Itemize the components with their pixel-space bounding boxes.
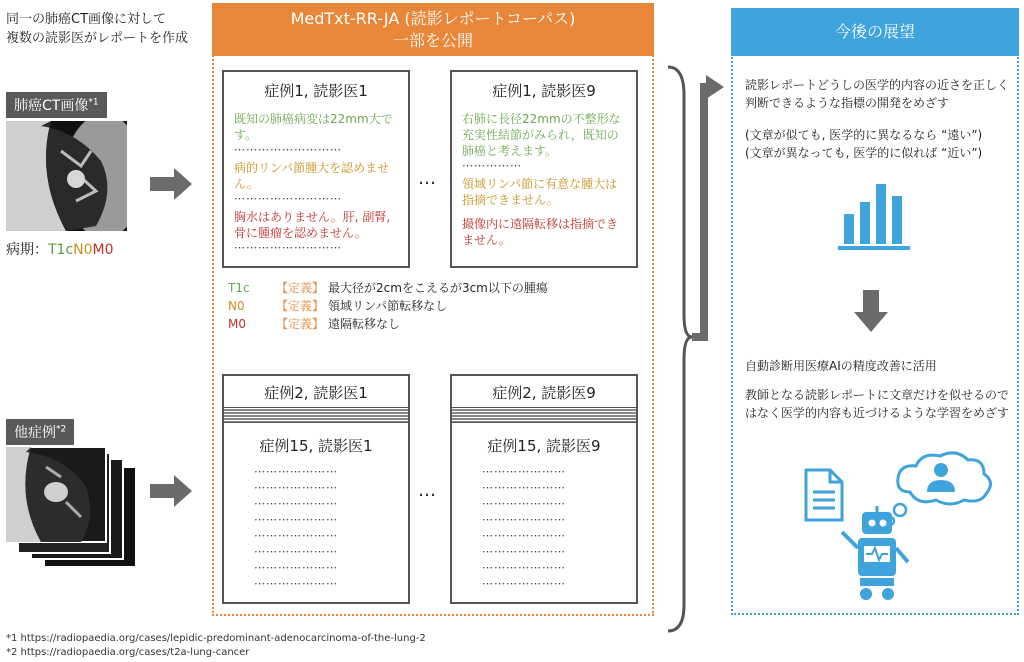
card-title: 症例1, 読影医9 [492, 82, 596, 100]
prospect-application: 自動診断用医療AIの精度改善に活用 [745, 359, 937, 373]
dotted-line: ⋯⋯⋯⋯⋯⋯⋯⋯⋯ [234, 143, 342, 156]
report-card-case1-reader9 [450, 70, 638, 268]
footnote-1: *1 https://radiopaedia.org/cases/lepidic-predominant-adenocarcinoma-of-the-lung-2 [6, 633, 426, 644]
report-sentence: 既知の肺癌病変は22mm大です。 [234, 112, 393, 142]
report-sentence: 右肺に長径22mmの不整形な充実性結節がみられ，既知の肺癌と考えます。 [462, 112, 621, 158]
report-sentence: 病的リンパ節腫大を認めません。 [234, 161, 390, 191]
footnote-2: *2 https://radiopaedia.org/cases/t2a-lung-cancer [6, 647, 250, 658]
brace-arrow-icon [662, 65, 724, 639]
card-title: 症例2, 読影医1 [264, 384, 368, 402]
definition-t: T1c 【定義】 最大径が2cmをこえるが3cm以下の腫瘍 [228, 281, 548, 295]
card-title: 症例2, 読影医9 [492, 384, 596, 402]
prospect-learning: 教師となる読影レポートに文章だけを似せるのではなく医学的内容も近づけるような学習をめざす [745, 388, 1010, 420]
stacked-cards-divider [452, 407, 636, 423]
arrow-right-icon [150, 475, 192, 511]
prospect-note-near: (文章が異なっても, 医学的に似れば “近い”) [745, 146, 983, 160]
report-card-case2-reader1 [222, 374, 410, 604]
prospect-note-far: (文章が似ても, 医学的に異なるなら “遠い”) [745, 128, 983, 142]
arrow-right-icon [150, 168, 192, 204]
corpus-subtitle: 一部を公開 [392, 31, 473, 50]
lung-ct-image [6, 121, 127, 231]
dotted-line: ⋯⋯⋯⋯⋯⋯⋯⋯⋯ [234, 241, 342, 254]
report-sentence: 領域リンパ節に有意な腫大は指摘できません。 [462, 177, 618, 207]
intro-line-1: 同一の肺癌CT画像に対して [6, 12, 167, 27]
corpus-header [212, 3, 654, 56]
ellipsis: … [418, 168, 438, 189]
report-card-case2-reader9 [450, 374, 638, 604]
intro-text [6, 10, 188, 48]
placeholder-lines: ⋯⋯⋯⋯⋯⋯⋯ ⋯⋯⋯⋯⋯⋯⋯ ⋯⋯⋯⋯⋯⋯⋯ ⋯⋯⋯⋯⋯⋯⋯ ⋯⋯⋯⋯⋯⋯⋯ ⋯⋯⋯⋯⋯⋯⋯ ⋯⋯⋯⋯⋯⋯⋯ ⋯⋯⋯⋯⋯⋯⋯ [254, 465, 338, 590]
stage-label: 病期：T1cN0M0 [6, 242, 114, 258]
report-sentence: 胸水はありません。肝, 副腎, 骨に腫瘤を認めません。 [234, 210, 391, 240]
stacked-cards-divider [224, 407, 408, 423]
dotted-line: ⋯⋯⋯⋯⋯ [462, 159, 522, 172]
definition-m: M0 【定義】 遠隔転移なし [228, 317, 401, 331]
dotted-line: ⋯⋯⋯⋯⋯⋯⋯⋯⋯ [234, 192, 342, 205]
card-subtitle: 症例15, 読影医9 [487, 437, 601, 455]
prospect-goal: 読影レポートどうしの医学的内容の近さを正しく判断できるような指標の開発をめざす [745, 78, 1010, 110]
report-card-case1-reader1 [222, 70, 410, 268]
stage-definitions [228, 279, 548, 333]
intro-line-2: 複数の読影医がレポートを作成 [6, 31, 189, 46]
definition-n: N0 【定義】 領域リンパ節転移なし [228, 299, 448, 313]
ellipsis: … [418, 480, 438, 501]
case2-label: 他症例$^{*2}$ [6, 419, 74, 445]
bar-chart-icon [838, 180, 910, 256]
future-prospects-header: 今後の展望 [731, 8, 1019, 56]
other-cases-images [6, 447, 136, 572]
placeholder-lines: ⋯⋯⋯⋯⋯⋯⋯ ⋯⋯⋯⋯⋯⋯⋯ ⋯⋯⋯⋯⋯⋯⋯ ⋯⋯⋯⋯⋯⋯⋯ ⋯⋯⋯⋯⋯⋯⋯ ⋯⋯⋯⋯⋯⋯⋯ ⋯⋯⋯⋯⋯⋯⋯ ⋯⋯⋯⋯⋯⋯⋯ [482, 465, 566, 590]
arrow-down-icon [854, 290, 888, 336]
case1-label: 肺癌CT画像$^{*1}$ [6, 92, 107, 118]
ai-robot-learning-icon [800, 448, 1005, 607]
card-title: 症例1, 読影医1 [264, 82, 368, 100]
card-subtitle: 症例15, 読影医1 [259, 437, 373, 455]
corpus-title: MedTxt-RR-JA (読影レポートコーパス) [290, 9, 576, 28]
report-sentence: 撮像内に遠隔転移は指摘できません。 [462, 217, 619, 247]
